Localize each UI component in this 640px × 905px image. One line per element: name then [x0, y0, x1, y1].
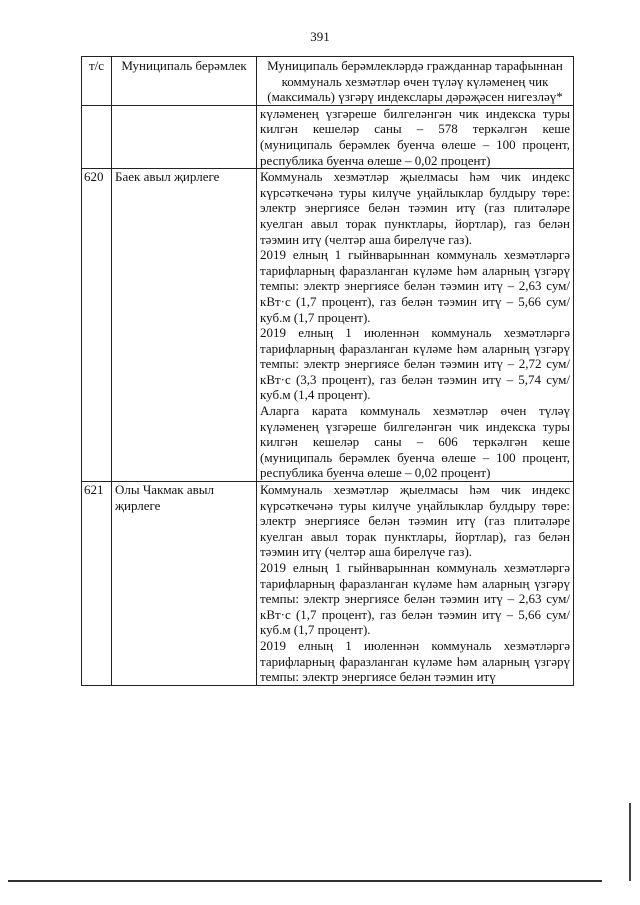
row-number: 620	[82, 169, 112, 482]
paragraph: күләменең үзгәреше билгеләнгән чик индекска туры килгән кешеләр саны – 578 теркәлгән кеше (муниципаль берәмлек буенча өлеше – 100 процент, республика буенча өлеше – 0,02 процент)	[260, 105, 570, 168]
paragraph: Коммуналь хезмәтләр җыелмасы һәм чик индекс күрсәткечәнә туры килүче уңайлыклар булдыру төре: электр энергиясе белән тәэмин итү (газ плитәләре куелган авыл торак пунктлары, йортлар), газ белән тәэмин итү (челтәр аша бирелүче газ).	[260, 482, 570, 560]
side-scan-edge	[629, 803, 631, 881]
paragraph: Коммуналь хезмәтләр җыелмасы һәм чик индекс күрсәткечәнә туры килүче уңайлыклар булдыру төре: электр энергиясе белән тәэмин итү (газ плитәләре куелган авыл торак пунктлары, йортлар), газ белән тәэмин итү (челтәр аша бирелүче газ).	[260, 169, 570, 247]
row-number: 621	[82, 482, 112, 686]
header-description: Муниципаль берәмлекләрдә гражданнар тарафыннан коммуналь хезмәтләр өчен түләү күләменең чик (максималь) үзгәрү индекслары дәрәҗәсен нигезләү*	[257, 57, 574, 106]
row-municipality: Олы Чакмак авыл җирлеге	[112, 482, 257, 686]
table-row-620	[82, 169, 574, 482]
table-row-continued	[82, 105, 574, 168]
row-municipality	[112, 105, 257, 168]
row-description	[257, 482, 574, 686]
paragraph: 2019 елның 1 июленнән коммуналь хезмәтләргә тарифларның фаразланган күләме һәм аларның үзгәрү темпы: электр энергиясе белән тәэмин итү	[260, 637, 570, 685]
tariff-table	[81, 56, 574, 686]
page-number: 391	[310, 29, 330, 44]
row-number	[82, 105, 112, 168]
row-description	[257, 105, 574, 168]
paragraph: 2019 елның 1 июленнән коммуналь хезмәтләргә тарифларның фаразланган күләме һәм аларның үзгәрү темпы: электр энергиясе белән тәэмин итү – 2,72 сум/кВт·с (3,3 процент), газ белән тәэмин итү – 5,74 сум/куб.м (1,4 процент).	[260, 325, 570, 403]
row-municipality: Баек авыл җирлеге	[112, 169, 257, 482]
paragraph: Аларга карата коммуналь хезмәтләр өчен түләү күләменең үзгәреше билгеләнгән чик индекска туры килгән кешеләр саны – 606 теркәлгән кеше (муниципаль берәмлек буенча өлеше – 100 процент, республика буенча өлеше – 0,02 процент)	[260, 403, 570, 481]
table-row-621	[82, 482, 574, 686]
header-municipality: Муниципаль берәмлек	[112, 57, 257, 106]
paragraph: 2019 елның 1 гыйнварыннан коммуналь хезмәтләргә тарифларның фаразланган күләме һәм аларның үзгәрү темпы: электр энергиясе белән тәэмин итү – 2,63 сум/кВт·с (1,7 процент), газ белән тәэмин итү – 5,66 сум/куб.м (1,7 процент).	[260, 560, 570, 638]
bottom-scan-edge	[8, 880, 602, 882]
paragraph: 2019 елның 1 гыйнварыннан коммуналь хезмәтләргә тарифларның фаразланган күләме һәм аларның үзгәрү темпы: электр энергиясе белән тәэмин итү – 2,63 сум/кВт·с (1,7 процент), газ белән тәэмин итү – 5,66 сум/куб.м (1,7 процент).	[260, 247, 570, 325]
table-header-row	[82, 57, 574, 106]
header-number: т/с	[82, 57, 112, 106]
row-description	[257, 169, 574, 482]
